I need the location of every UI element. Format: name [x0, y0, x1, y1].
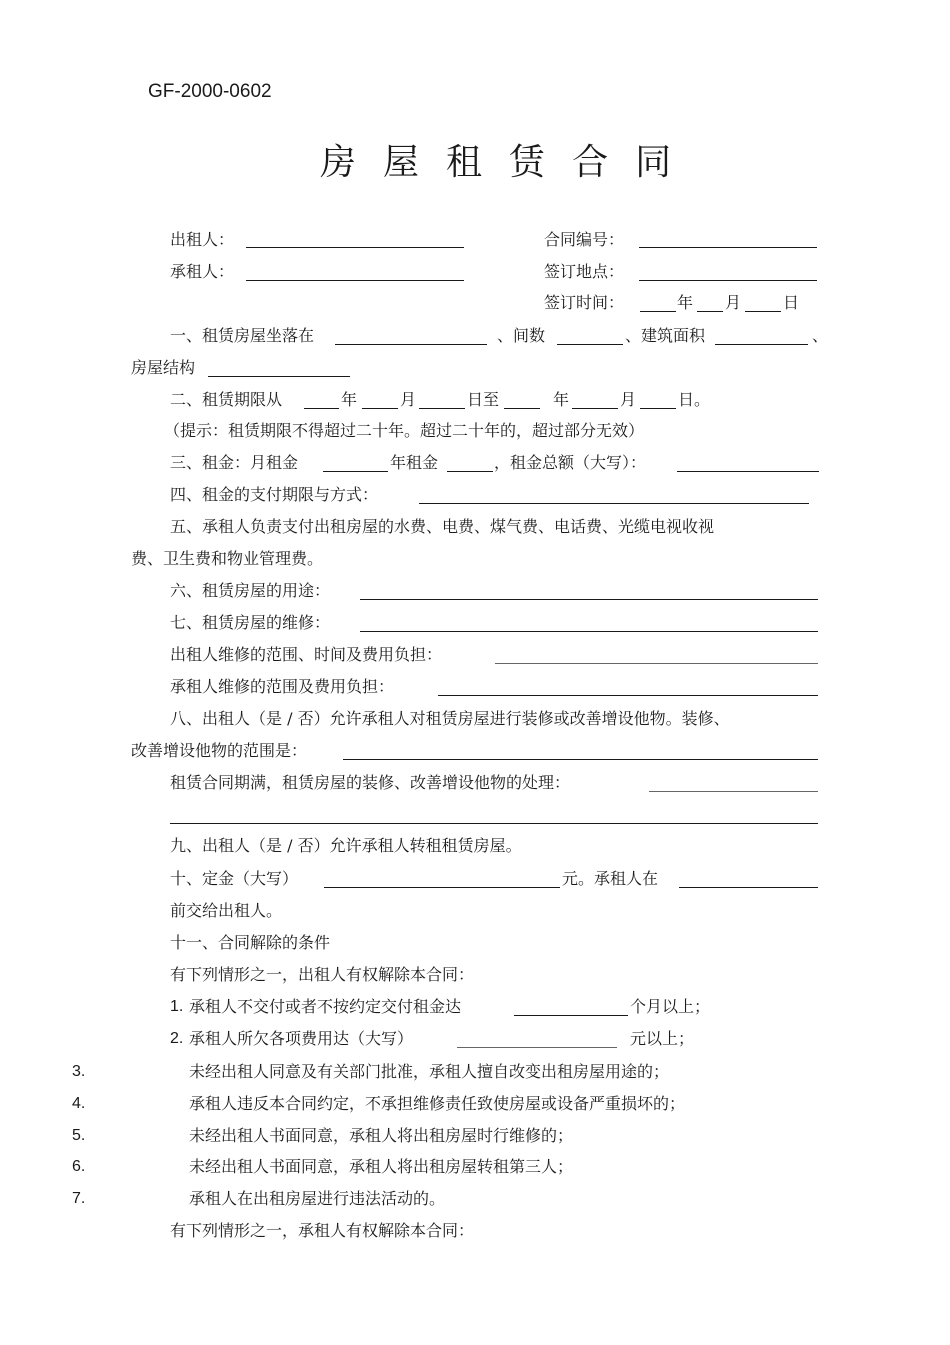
yearly-rent-label: 年租金: [390, 453, 439, 472]
clause-11-heading: 十一、合同解除的条件: [170, 933, 331, 952]
structure-field[interactable]: [208, 376, 350, 377]
clause-4-payment-label: 四、租金的支付期限与方式：: [170, 485, 379, 504]
clause-1-separator: 、: [812, 326, 829, 345]
lessor-field[interactable]: [246, 247, 464, 248]
location-field[interactable]: [335, 344, 487, 345]
condition-6-text: 未经出租人书面同意，承租人将出租房屋转租第三人；: [189, 1157, 574, 1176]
deposit-amount-field[interactable]: [324, 887, 560, 888]
sign-place-field[interactable]: [639, 280, 817, 281]
term-start-day-field[interactable]: [419, 408, 465, 409]
title-char: 合: [572, 142, 609, 183]
term-end-month-field[interactable]: [572, 408, 618, 409]
clause-3-monthly-rent-label: 三、租金：月租金: [170, 453, 299, 472]
title-char: 租: [446, 142, 483, 183]
payment-terms-field[interactable]: [419, 503, 809, 504]
condition-7-text: 承租人在出租房屋进行违法活动的。: [189, 1189, 446, 1208]
term-start-month-unit: 月: [400, 390, 417, 409]
clause-1-rooms-label: 、间数: [497, 326, 546, 345]
term-end-day-field[interactable]: [640, 408, 676, 409]
deposit-due-label: 元。承租人在: [562, 869, 659, 888]
condition-2-tail: 元以上；: [630, 1029, 695, 1048]
sign-year-unit: 年: [677, 293, 694, 312]
contract-no-field[interactable]: [639, 247, 817, 248]
lessor-repair-field[interactable]: [495, 663, 818, 664]
lessee-repair-field[interactable]: [438, 695, 818, 696]
sign-day-field[interactable]: [745, 311, 781, 312]
clause-5-line-1: 五、承租人负责支付出租房屋的水费、电费、煤气费、电话费、光缆电视收视: [170, 517, 715, 536]
condition-4-number: 4.: [72, 1095, 86, 1112]
lessor-termination-intro: 有下列情形之一，出租人有权解除本合同：: [170, 965, 475, 984]
yearly-rent-field[interactable]: [447, 471, 493, 472]
form-code: GF-2000-0602: [148, 81, 272, 102]
clause-7-repair-label: 七、租赁房屋的维修：: [170, 613, 331, 632]
term-end-day-unit: 日。: [678, 390, 711, 409]
clause-5-line-2: 费、卫生费和物业管理费。: [131, 549, 324, 568]
term-start-year-field[interactable]: [304, 408, 339, 409]
title-char: 同: [635, 142, 672, 183]
total-rent-label: ，租金总额（大写）：: [494, 453, 647, 472]
sign-month-unit: 月: [725, 293, 742, 312]
clause-6-usage-label: 六、租赁房屋的用途：: [170, 581, 331, 600]
condition-3-number: 3.: [72, 1063, 86, 1080]
condition-1-number: 1.: [170, 998, 184, 1015]
renovation-handling-field-continued[interactable]: [170, 823, 818, 824]
clause-2-term-label: 二、租赁期限从: [170, 390, 283, 409]
condition-4-text: 承租人违反本合同约定，不承担维修责任致使房屋或设备严重损坏的；: [189, 1094, 686, 1113]
term-end-year-field[interactable]: [504, 408, 540, 409]
clause-1-area-label: 、建筑面积: [625, 326, 706, 345]
usage-field[interactable]: [360, 599, 818, 600]
clause-1-location-label: 一、租赁房屋坐落在: [170, 326, 315, 345]
condition-2-number: 2.: [170, 1030, 184, 1047]
sign-day-unit: 日: [783, 293, 800, 312]
title-char: 赁: [509, 142, 546, 183]
total-rent-field[interactable]: [677, 471, 819, 472]
area-field[interactable]: [715, 344, 808, 345]
lessee-label: 承租人：: [170, 262, 235, 281]
renovation-scope-field[interactable]: [343, 759, 818, 760]
contract-no-label: 合同编号：: [544, 230, 625, 249]
clause-9-sublease: 九、出租人（是 / 否）允许承租人转租租赁房屋。: [170, 836, 522, 855]
rent-arrears-months-field[interactable]: [514, 1015, 628, 1016]
condition-2-text: 承租人所欠各项费用达（大写）: [189, 1029, 414, 1048]
page-title: [320, 141, 671, 185]
condition-1-tail: 个月以上；: [630, 997, 711, 1016]
condition-5-text: 未经出租人书面同意，承租人将出租房屋时行维修的；: [189, 1126, 574, 1145]
structure-label: 房屋结构: [131, 358, 196, 377]
fees-arrears-amount-field[interactable]: [457, 1047, 617, 1048]
lessor-repair-label: 出租人维修的范围、时间及费用负担：: [170, 645, 443, 664]
lessee-repair-label: 承租人维修的范围及费用负担：: [170, 677, 395, 696]
renovation-handling-field[interactable]: [649, 791, 818, 792]
repair-field[interactable]: [360, 631, 818, 632]
lessor-label: 出租人：: [170, 230, 235, 249]
term-start-year-unit: 年: [341, 390, 358, 409]
title-char: 屋: [383, 142, 420, 183]
deposit-tail: 前交给出租人。: [170, 901, 283, 920]
title-char: 房: [320, 142, 357, 183]
lessee-termination-intro: 有下列情形之一，承租人有权解除本合同：: [170, 1221, 475, 1240]
term-start-month-field[interactable]: [362, 408, 398, 409]
condition-6-number: 6.: [72, 1158, 86, 1175]
term-start-day-unit: 日至: [467, 390, 500, 409]
rooms-field[interactable]: [557, 344, 623, 345]
clause-8-scope-label: 改善增设他物的范围是：: [131, 741, 308, 760]
clause-10-deposit-label: 十、定金（大写）: [170, 869, 299, 888]
condition-7-number: 7.: [72, 1190, 86, 1207]
lessee-field[interactable]: [246, 280, 464, 281]
deposit-date-field[interactable]: [679, 887, 818, 888]
sign-month-field[interactable]: [697, 311, 723, 312]
renovation-handling-label: 租赁合同期满，租赁房屋的装修、改善增设他物的处理：: [170, 773, 571, 792]
sign-time-label: 签订时间：: [544, 293, 625, 312]
term-end-year-unit: 年: [553, 390, 570, 409]
condition-1-text: 承租人不交付或者不按约定交付租金达: [189, 997, 462, 1016]
term-end-month-unit: 月: [620, 390, 637, 409]
term-note: （提示：租赁期限不得超过二十年。超过二十年的，超过部分无效）: [164, 421, 645, 440]
clause-8-line-1: 八、出租人（是 / 否）允许承租人对租赁房屋进行装修或改善增设他物。装修、: [170, 709, 730, 728]
sign-place-label: 签订地点：: [544, 262, 625, 281]
condition-3-text: 未经出租人同意及有关部门批准，承租人擅自改变出租房屋用途的；: [189, 1062, 670, 1081]
condition-5-number: 5.: [72, 1127, 86, 1144]
sign-year-field[interactable]: [640, 311, 676, 312]
monthly-rent-field[interactable]: [323, 471, 388, 472]
